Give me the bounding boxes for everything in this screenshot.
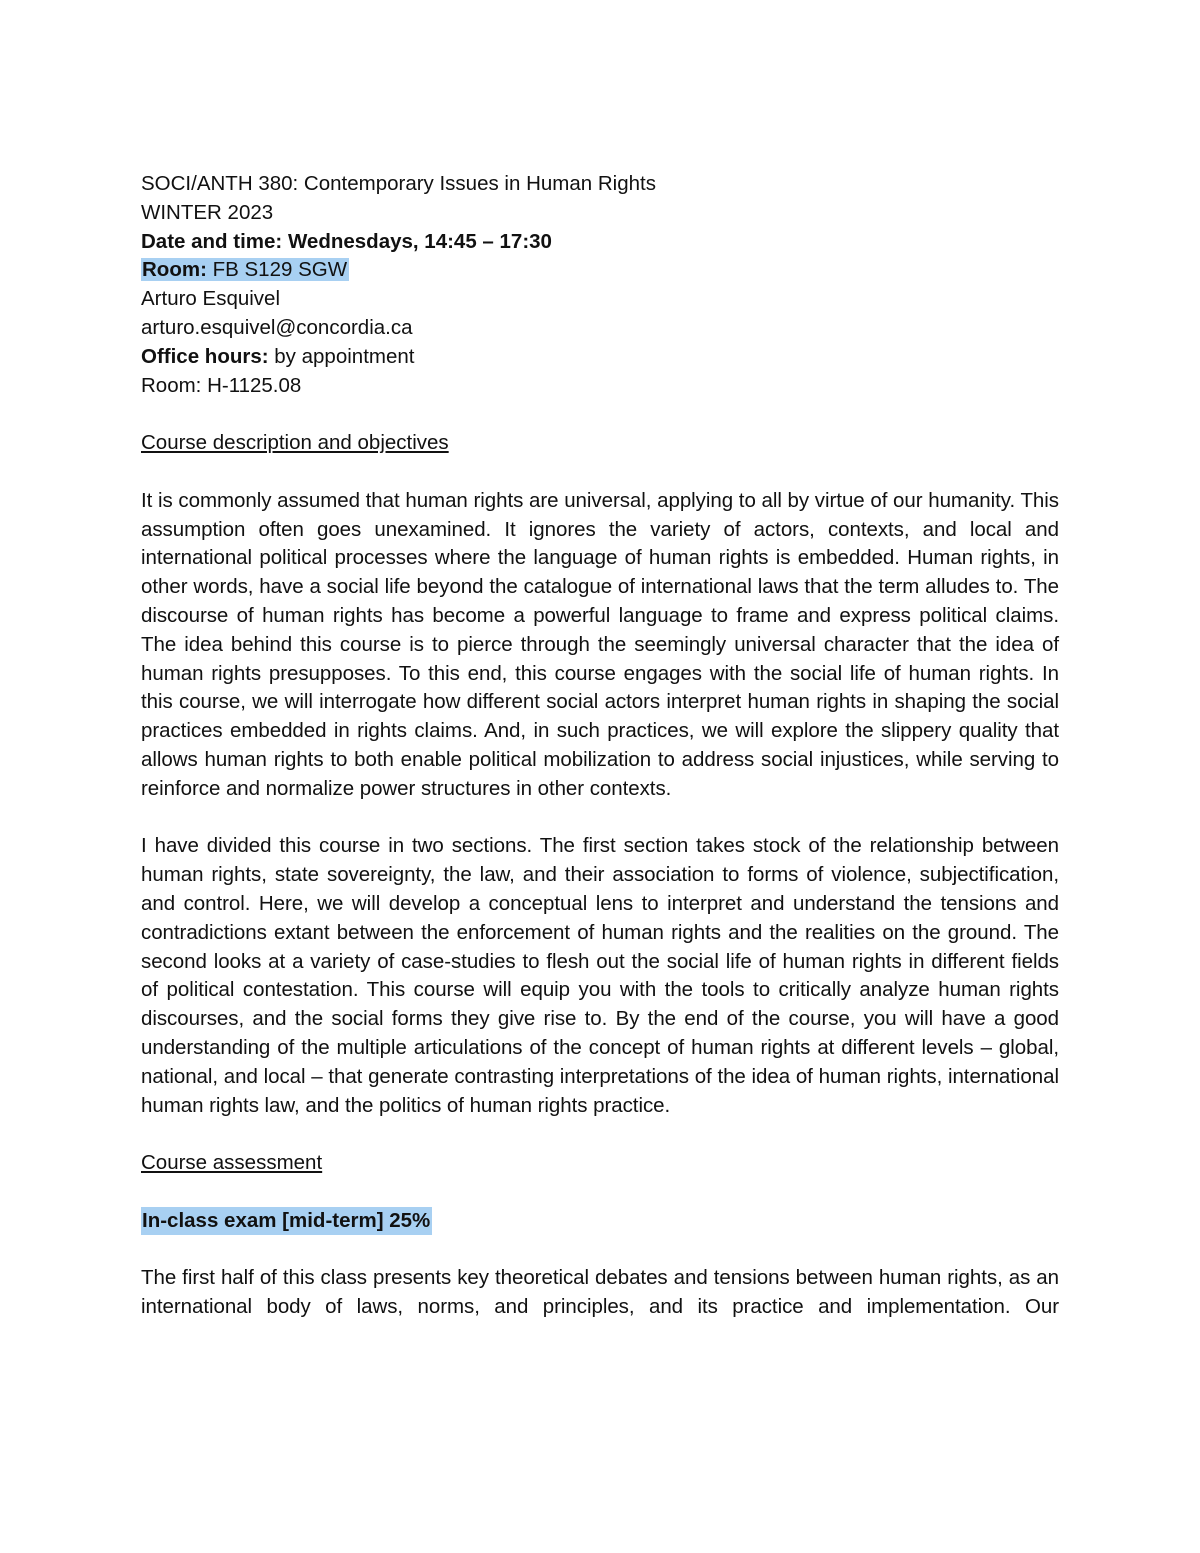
spacer [141,1178,1059,1207]
exam-heading-line [141,1207,1059,1236]
office-hours-line [141,343,1059,372]
datetime-value: Wednesdays, 14:45 – 17:30 [287,229,552,253]
instructor-name: Arturo Esquivel [141,287,281,311]
exam-paragraph: The first half of this class presents key theoretical debates and tensions between human rights, as an international body of laws, norms, and principles, and its practice and implementation. Our [141,1266,1059,1319]
term: WINTER 2023 [141,200,274,224]
description-paragraph-1: It is commonly assumed that human rights are universal, applying to all by virtue of our humanity. This assumption often goes unexamined. It ignores the variety of actors, contexts, and local and international political processes where the language of human rights is embedded. Human rights, in other words, have a social life beyond the catalogue of international laws that the term alludes to. The discourse of human rights has become a powerful language to frame and express political claims. The idea behind this course is to pierce through the seemingly universal character that the idea of human rights presupposes. To this end, this course engages with the social life of human rights. In this course, we will interrogate how different social actors interpret human rights in shaping the social practices embedded in rights claims. And, in such practices, we will explore the slippery quality that allows human rights to both enable political mobilization to address social injustices, while serving to reinforce and normalize power structures in other contexts. [141,488,1059,800]
datetime-label: Date and time: [141,229,283,253]
office-hours-label: Office hours: [141,344,269,368]
syllabus-page [141,170,1059,1322]
room-label: Room: [142,258,207,282]
office-hours-value: by appointment [274,344,415,368]
course-title: SOCI/ANTH 380: Contemporary Issues in Human Rights [141,172,656,195]
room-value: FB S129 SGW [212,258,348,282]
description-paragraph-2: I have divided this course in two sections. The first section takes stock of the relationship between human rights, state sovereignty, the law, and their association to forms of violence, subjectification, and control. Here, we will develop a conceptual lens to interpret and understand the tensions and contradictions extant between the enforcement of human rights and the realities on the ground. The second looks at a variety of case-studies to flesh out the social life of human rights in different fields of political contestation. This course will equip you with the tools to critically analyze human rights discourses, and the social forms they give rise to. By the end of the course, you will have a good understanding of the multiple articulations of the concept of human rights at different levels – global, national, and local – that generate contrasting interpretations of the idea of human rights, international human rights law, and the politics of human rights practice. [141,834,1059,1117]
spacer [141,458,1059,487]
room-line [141,256,1059,285]
room-highlight [141,258,349,281]
instructor-email: arturo.esquivel@concordia.ca [141,315,413,339]
assessment-heading: Course assessment [141,1151,323,1175]
exam-heading: In-class exam [mid-term] 25% [141,1207,432,1236]
description-heading: Course description and objectives [141,431,449,455]
spacer [141,804,1059,833]
spacer [141,1120,1059,1149]
spacer [141,1235,1059,1264]
datetime-line [141,228,1059,257]
office-room: Room: H-1125.08 [141,373,302,397]
spacer [141,400,1059,429]
